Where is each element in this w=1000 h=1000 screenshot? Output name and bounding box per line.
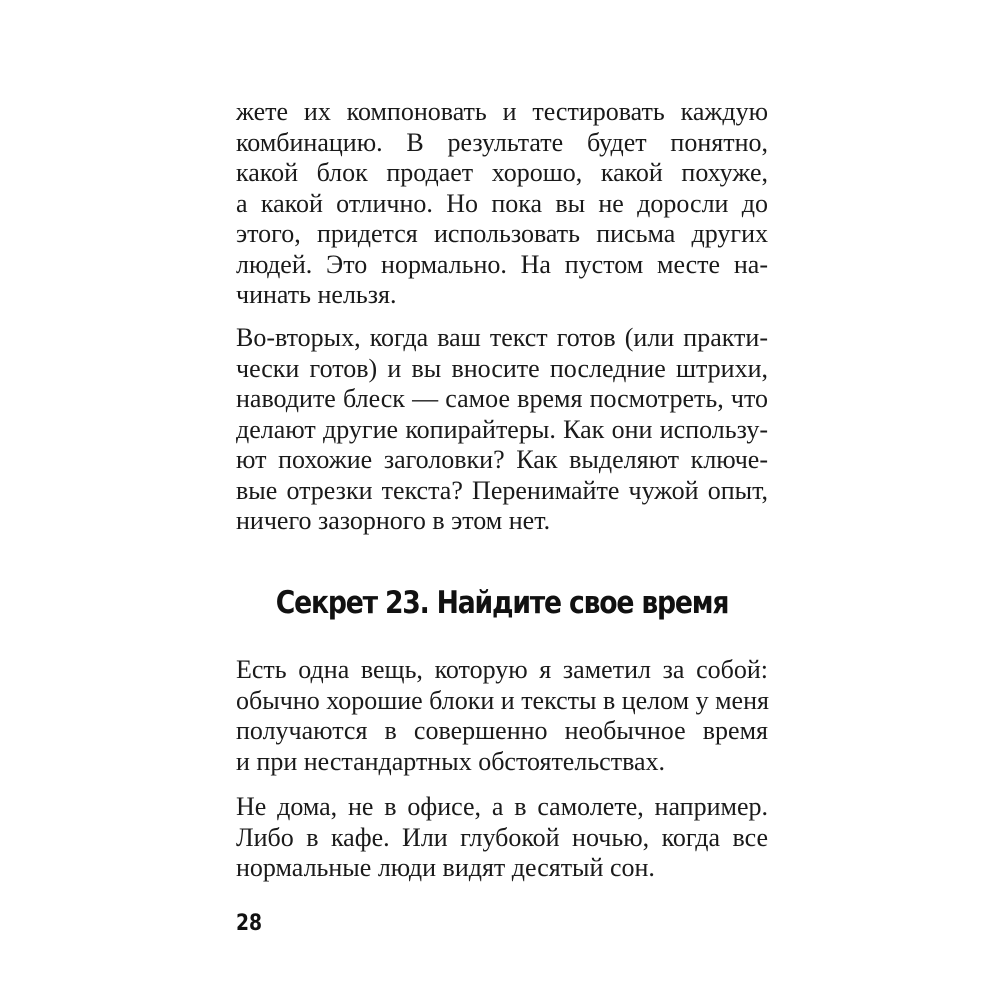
text-line: ничего зазорного в этом нет. [236,506,551,535]
text-line: чинать нельзя. [236,280,397,309]
text-line: вые отрезки текста? Перенимайте чужой опыт, [236,475,768,505]
text-line: Не дома, не в офисе, а в самолете, например. [236,792,768,821]
text-line: получаются в совершенно необычное время [236,716,768,745]
text-line: обычно хорошие блоки и тексты в целом у меня [236,685,769,715]
paragraph-2 [236,323,768,537]
paragraph-1 [236,97,768,311]
text-line: наводите блеск — самое время посмотреть, что [236,384,768,413]
text-line: чески готов) и вы вносите последние штрихи, [236,353,768,383]
text-line: ют похожие заголовки? Как выделяют ключе- [236,445,768,474]
page-number: 28 [236,911,263,936]
text-line: и при нестандартных обстоятельствах. [236,746,666,776]
text-line: Во-вторых, когда ваш текст готов (или практи- [236,323,768,352]
text-line: Есть одна вещь, которую я заметил за собой: [236,655,768,684]
text-line: нормальные люди видят десятый сон. [236,853,655,882]
text-line: делают другие копирайтеры. Как они использу- [236,414,768,444]
text-line: этого, придется использовать письма других [236,219,768,248]
paragraph-4 [236,792,768,884]
section-heading: Секрет 23. Найдите свое время [275,585,729,621]
text-line: Либо в кафе. Или глубокой ночью, когда все [236,822,768,852]
text-line: жете их компоновать и тестировать каждую [236,97,768,126]
text-line: комбинацию. В результате будет понятно, [236,127,768,157]
paragraph-3 [236,655,768,777]
text-line: а какой отлично. Но пока вы не доросли до [236,188,768,218]
text-line: людей. Это нормально. На пустом месте на- [236,249,768,279]
text-line: какой блок продает хорошо, какой похуже, [236,158,768,187]
